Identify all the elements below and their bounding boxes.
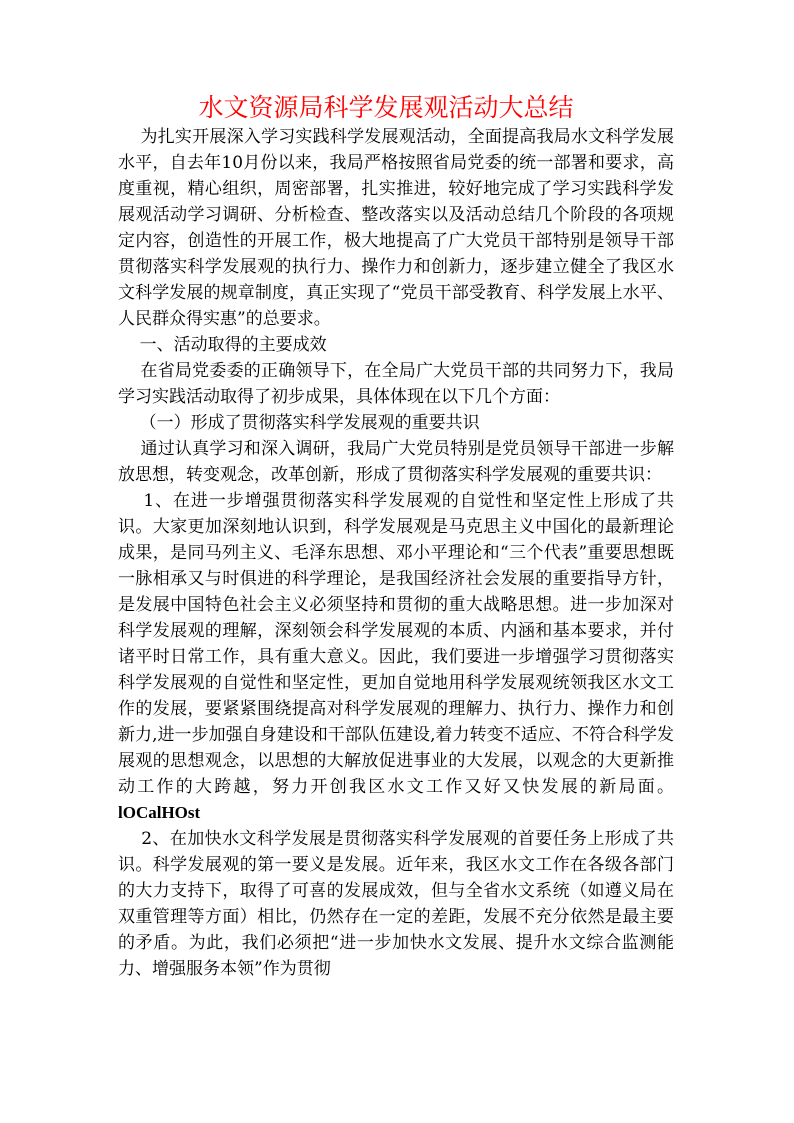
document-page	[118, 92, 674, 982]
subsection-heading-consensus: （一）形成了贯彻落实科学发展观的重要共识	[118, 413, 480, 433]
subsection-intro-paragraph: 通过认真学习和深入调研，我局广大党员特别是党员领导干部进一步解放思想，转变观念，改革创新，形成了贯彻落实科学发展观的重要共识：	[118, 439, 674, 485]
point-1-text: 1、在进一步增强贯彻落实科学发展观的自觉性和坚定性上形成了共识。大家更加深刻地认识到，科学发展观是马克思主义中国化的最新理论成果，是同马列主义、毛泽东思想、邓小平理论和“三个代表”重要思想既一脉相承又与时俱进的科学理论，是我国经济社会发展的重要指导方针，是发展中国特色社会主义必须坚持和贯彻的重大战略思想。进一步加深对科学发展观的理解，深刻领会科学发展观的本质、内涵和基本要求，并付诸平时日常工作，具有重大意义。因此，我们要进一步增强学习贯彻落实科学发展观的自觉性和坚定性，更加自觉地用科学发展观统领我区水文工作的发展，要紧紧围绕提高对科学发展观的理解力、执行力、操作力和创新力,进一步加强自身建设和干部队伍建设,着力转变不适应、不符合科学发展观的思想观念，以思想的大解放促进事业的大发展，以观念的大更新推动工作的大跨越，努力开创我区水文工作又好又快发展的新局面。	[118, 491, 674, 797]
section-intro-paragraph: 在省局党委委的正确领导下，在全局广大党员干部的共同努力下，我局学习实践活动取得了初步成果，具体体现在以下几个方面：	[118, 361, 674, 407]
document-title: 水文资源局科学发展观活动大总结	[198, 93, 574, 122]
intro-paragraph: 为扎实开展深入学习实践科学发展观活动，全面提高我局水文科学发展水平，自去年10月份以来，我局严格按照省局党委的统一部署和要求，高度重视，精心组织，周密部署，扎实推进，较好地完成了学习实践科学发展观活动学习调研、分析检查、整改落实以及活动总结几个阶段的各项规定内容，创造性的开展工作，极大地提高了广大党员干部特别是领导干部贯彻落实科学发展观的执行力、操作力和创新力，逐步建立健全了我区水文科学发展的规章制度，真正实现了“党员干部受教育、科学发展上水平、人民群众得实惠”的总要求。	[118, 127, 674, 329]
watermark-text: lOCalHOst	[118, 803, 201, 822]
point-2-paragraph: 2、在加快水文科学发展是贯彻落实科学发展观的首要任务上形成了共识。科学发展观的第一要义是发展。近年来，我区水文工作在各级各部门的大力支持下，取得了可喜的发展成效，但与全省水文系统（如遵义局在双重管理等方面）相比，仍然存在一定的差距，发展不充分依然是最主要的矛盾。为此，我们必须把“进一步加快水文发展、提升水文综合监测能力、增强服务本领”作为贯彻	[118, 829, 674, 979]
point-1-paragraph	[118, 488, 674, 826]
section-heading-achievements: 一、活动取得的主要成效	[118, 335, 327, 355]
